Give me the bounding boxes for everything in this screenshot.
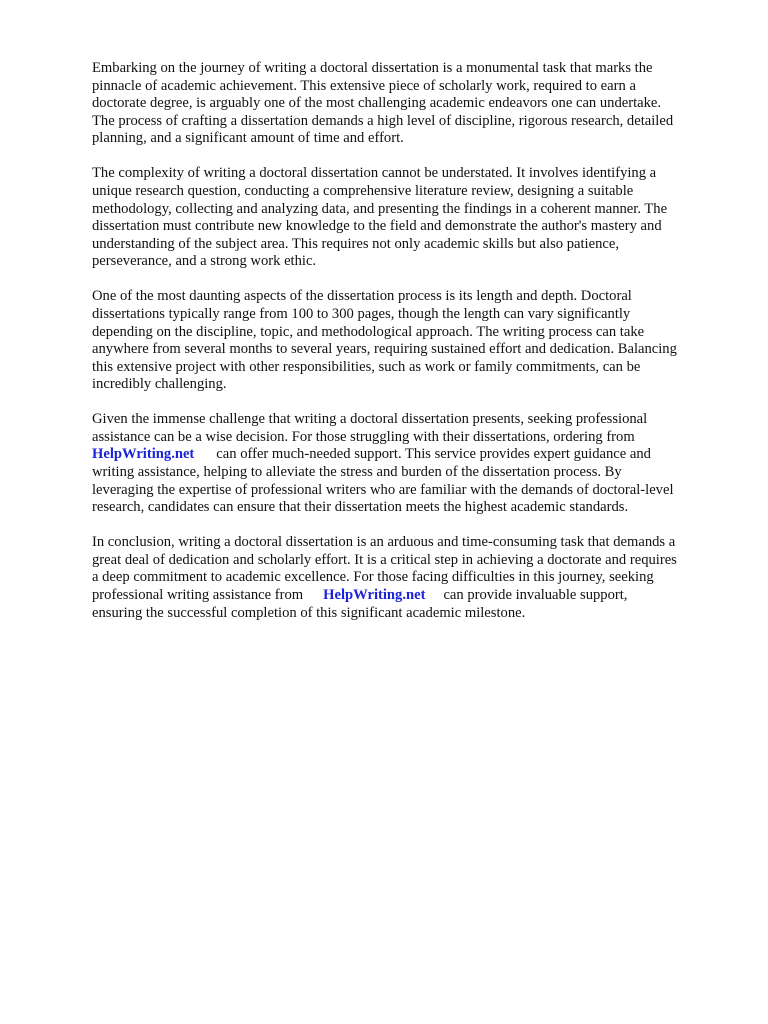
text-line: The process of crafting a dissertation demands a high level of discipline, rigorous research, detailed (92, 112, 674, 129)
helpwriting-link[interactable]: HelpWriting.net (323, 587, 426, 603)
text-line: doctorate degree, is arguably one of the most challenging academic endeavors one can undertake. (92, 95, 662, 112)
text-line: In conclusion, writing a doctoral dissertation is an arduous and time-consuming task that demands a (92, 534, 676, 551)
text-line: great deal of dedication and scholarly effort. It is a critical step in achieving a doctorate and requires (92, 551, 677, 568)
paragraph-length (92, 288, 722, 394)
text-fragment: can offer much-needed support. This service provides expert guidance and (216, 446, 651, 463)
text-line: leveraging the expertise of professional writers who are familiar with the demands of doctoral-level (92, 481, 674, 498)
text-line: Embarking on the journey of writing a doctoral dissertation is a monumental task that marks the (92, 60, 653, 76)
paragraph-complexity (92, 165, 722, 271)
helpwriting-link[interactable]: HelpWriting.net (92, 446, 195, 463)
text-line: perseverance, and a strong work ethic. (92, 253, 317, 270)
text-line: assistance can be a wise decision. For those struggling with their dissertations, ordering from (92, 428, 635, 445)
paragraph-intro (92, 60, 722, 148)
text-line: this extensive project with other responsibilities, such as work or family commitments, can be (92, 358, 641, 375)
text-line-with-link (92, 446, 722, 464)
text-line: depending on the discipline, topic, and methodological approach. The writing process can take (92, 323, 645, 340)
text-line: ensuring the successful completion of this significant academic milestone. (92, 604, 526, 621)
document-body (92, 60, 722, 640)
text-line: planning, and a significant amount of time and effort. (92, 130, 404, 147)
text-line: dissertations typically range from 100 to 300 pages, though the length can vary significantly (92, 305, 631, 322)
text-line: anywhere from several months to several years, requiring sustained effort and dedication. Balancing (92, 341, 677, 358)
text-fragment: professional writing assistance from (92, 587, 304, 603)
text-line-with-link (92, 587, 722, 605)
text-line: One of the most daunting aspects of the dissertation process is its length and depth. Doctoral (92, 288, 632, 305)
paragraph-assistance (92, 411, 722, 517)
text-fragment: can provide invaluable support, (443, 587, 628, 603)
text-line: research, candidates can ensure that their dissertation meets the highest academic standards. (92, 499, 629, 516)
text-line: The complexity of writing a doctoral dissertation cannot be understated. It involves identifying a (92, 165, 657, 182)
text-line: Given the immense challenge that writing a doctoral dissertation presents, seeking professional (92, 411, 648, 428)
text-line: incredibly challenging. (92, 376, 227, 393)
text-line: writing assistance, helping to alleviate the stress and burden of the dissertation process. By (92, 464, 622, 481)
text-line: a deep commitment to academic excellence. For those facing difficulties in this journey, seeking (92, 569, 654, 586)
text-line: dissertation must contribute new knowledge to the field and demonstrate the author's mastery and (92, 218, 662, 235)
paragraph-conclusion (92, 534, 722, 622)
text-line: understanding of the subject area. This requires not only academic skills but also patience, (92, 235, 619, 252)
text-line: unique research question, conducting a comprehensive literature review, designing a suitable (92, 182, 634, 199)
text-line: pinnacle of academic achievement. This extensive piece of scholarly work, required to earn a (92, 77, 636, 94)
text-line: methodology, collecting and analyzing data, and presenting the findings in a coherent manner. The (92, 200, 668, 217)
